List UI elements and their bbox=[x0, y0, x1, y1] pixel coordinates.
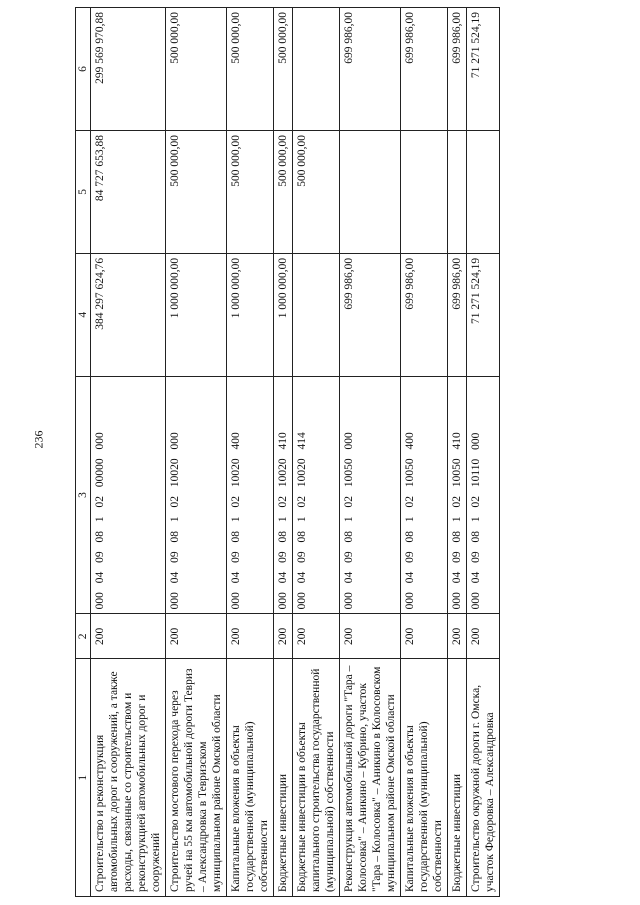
row-value-4: 699 986,00 bbox=[340, 253, 401, 376]
row-name: Строительство окружной дороги г. Омска, участок Федоровка – Александровка bbox=[467, 659, 500, 897]
table-row bbox=[274, 8, 293, 897]
row-classification: 000 04 09 08 1 02 00000 000 bbox=[91, 376, 166, 614]
row-value-6: 299 569 970,88 bbox=[91, 8, 166, 131]
budget-table bbox=[75, 7, 500, 897]
row-value-4: 1 000 000,00 bbox=[274, 253, 293, 376]
row-code: 200 bbox=[293, 614, 340, 659]
row-classification: 000 04 09 08 1 02 10050 410 bbox=[448, 376, 467, 614]
row-value-6 bbox=[293, 8, 340, 131]
row-value-6: 71 271 524,19 bbox=[467, 8, 500, 131]
row-name: Строительство мостового перехода через ручей на 55 км автомобильной дороги Тевриз – Александровка в Тевризском муниципальном районе Омской области bbox=[166, 659, 227, 897]
row-value-4: 699 986,00 bbox=[401, 253, 448, 376]
header-cell: 1 bbox=[76, 659, 91, 897]
row-value-4: 1 000 000,00 bbox=[166, 253, 227, 376]
header-cell: 3 bbox=[76, 376, 91, 614]
row-value-4: 699 986,00 bbox=[448, 253, 467, 376]
row-code: 200 bbox=[448, 614, 467, 659]
row-classification: 000 04 09 08 1 02 10020 400 bbox=[227, 376, 274, 614]
page-number: 236 bbox=[31, 430, 46, 449]
row-value-5 bbox=[467, 130, 500, 253]
row-value-4 bbox=[293, 253, 340, 376]
row-value-4: 1 000 000,00 bbox=[227, 253, 274, 376]
row-classification: 000 04 09 08 1 02 10110 000 bbox=[467, 376, 500, 614]
row-value-6: 500 000,00 bbox=[166, 8, 227, 131]
table-row bbox=[227, 8, 274, 897]
row-name: Бюджетные инвестиции bbox=[448, 659, 467, 897]
header-row bbox=[76, 8, 91, 897]
row-value-6: 699 986,00 bbox=[401, 8, 448, 131]
row-value-6: 699 986,00 bbox=[340, 8, 401, 131]
row-value-5: 500 000,00 bbox=[166, 130, 227, 253]
header-cell: 2 bbox=[76, 614, 91, 659]
row-name: Строительство и реконструкция автомобильных дорог и сооружений, а также расходы, связанные со строительством и реконструкцией автомобильных дорог и сооружений bbox=[91, 659, 166, 897]
row-value-6: 500 000,00 bbox=[227, 8, 274, 131]
rotated-page bbox=[75, 7, 565, 897]
header-cell: 5 bbox=[76, 130, 91, 253]
row-value-5: 500 000,00 bbox=[274, 130, 293, 253]
row-code: 200 bbox=[166, 614, 227, 659]
row-name: Бюджетные инвестиции в объекты капитального строительства государственной (муниципальной) собственности bbox=[293, 659, 340, 897]
row-classification: 000 04 09 08 1 02 10050 000 bbox=[340, 376, 401, 614]
row-value-5 bbox=[401, 130, 448, 253]
row-value-5 bbox=[340, 130, 401, 253]
row-classification: 000 04 09 08 1 02 10050 400 bbox=[401, 376, 448, 614]
row-value-6: 500 000,00 bbox=[274, 8, 293, 131]
row-value-6: 699 986,00 bbox=[448, 8, 467, 131]
table-row bbox=[401, 8, 448, 897]
table-row bbox=[91, 8, 166, 897]
row-name: Реконструкция автомобильной дороги "Тара – Колосовка" – Аникино – Кубрино, участок "Тара – Колосовка" – Аникино в Колосовском муниципальном районе Омской области bbox=[340, 659, 401, 897]
table-row bbox=[340, 8, 401, 897]
row-code: 200 bbox=[227, 614, 274, 659]
row-classification: 000 04 09 08 1 02 10020 000 bbox=[166, 376, 227, 614]
header-cell: 6 bbox=[76, 8, 91, 131]
row-value-5: 500 000,00 bbox=[293, 130, 340, 253]
table-row bbox=[448, 8, 467, 897]
row-value-5: 84 727 653,88 bbox=[91, 130, 166, 253]
row-code: 200 bbox=[401, 614, 448, 659]
row-code: 200 bbox=[274, 614, 293, 659]
row-name: Капитальные вложения в объекты государственной (муниципальной) собственности bbox=[227, 659, 274, 897]
table-row bbox=[293, 8, 340, 897]
row-value-5: 500 000,00 bbox=[227, 130, 274, 253]
row-value-4: 71 271 524,19 bbox=[467, 253, 500, 376]
row-code: 200 bbox=[91, 614, 166, 659]
header-cell: 4 bbox=[76, 253, 91, 376]
row-value-4: 384 297 624,76 bbox=[91, 253, 166, 376]
row-value-5 bbox=[448, 130, 467, 253]
table-row bbox=[166, 8, 227, 897]
row-name: Бюджетные инвестиции bbox=[274, 659, 293, 897]
row-name: Капитальные вложения в объекты государственной (муниципальной) собственности bbox=[401, 659, 448, 897]
row-classification: 000 04 09 08 1 02 10020 414 bbox=[293, 376, 340, 614]
row-code: 200 bbox=[340, 614, 401, 659]
table-row bbox=[467, 8, 500, 897]
row-classification: 000 04 09 08 1 02 10020 410 bbox=[274, 376, 293, 614]
row-code: 200 bbox=[467, 614, 500, 659]
